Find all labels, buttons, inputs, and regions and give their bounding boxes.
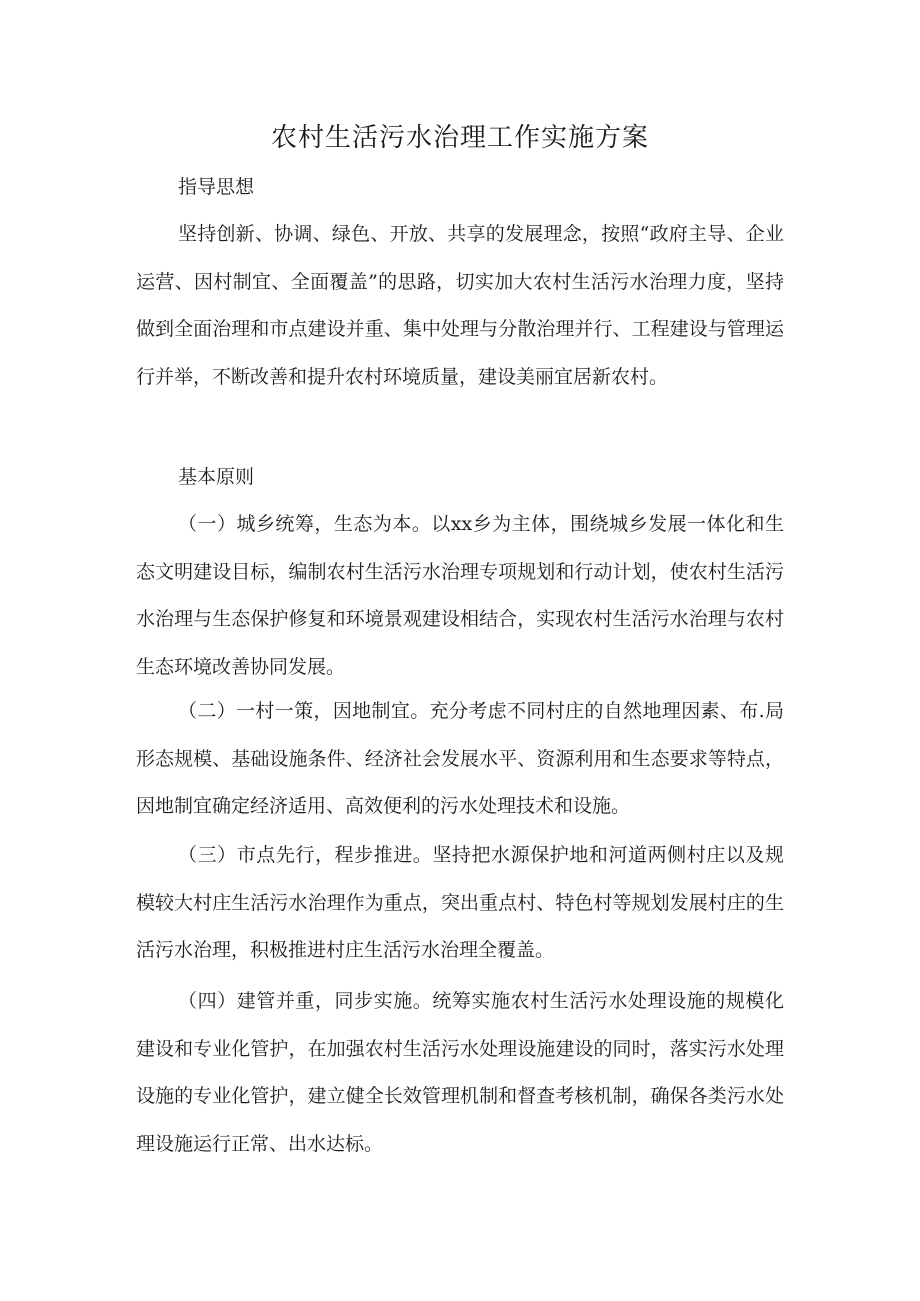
principle-paragraph-4: （四）建管并重，同步实施。统筹实施农村生活污水处理设施的规模化建设和专业化管护，在加强农村生活污水处理设施建设的同时，落实污水处理设施的专业化管护，建立健全长效管理机制和督查考核机制，确保各类污水处理设施运行正常、出水达标。 [136, 990, 784, 1155]
principle-paragraph-2: （二）一村一策，因地制宜。充分考虑不同村庄的自然地理因素、布.局形态规模、基础设施条件、经济社会发展水平、资源利用和生态要求等特点，因地制宜确定经济适用、高效便利的污水处理技术和设施。 [136, 700, 784, 817]
section-heading-principles: 基本原则 [178, 466, 255, 488]
principle-paragraph-1: （一）城乡统筹，生态为本。以xx乡为主体，围绕城乡发展一体化和生态文明建设目标，编制农村生活污水治理专项规划和行动计划，使农村生活污水治理与生态保护修复和环境景观建设相结合，实现农村生活污水治理与农村生态环境改善协同发展。 [136, 513, 784, 678]
principle-paragraph-3: （三）市点先行，程步推进。坚持把水源保护地和河道两侧村庄以及规模较大村庄生活污水治理作为重点，突出重点村、特色村等规划发展村庄的生活污水治理，积极推进村庄生活污水治理全覆盖。 [136, 844, 784, 961]
document-title: 农村生活污水治理工作实施方案 [270, 123, 649, 153]
section-heading-guiding: 指导思想 [178, 176, 255, 198]
paragraph-guiding: 坚持创新、协调、绿色、开放、共享的发展理念，按照“政府主导、企业运营、因村制宜、全面覆盖”的思路，切实加大农村生活污水治理力度，坚持做到全面治理和市点建设并重、集中处理与分散治理并行、工程建设与管理运行并举，不断改善和提升农村环境质量，建设美丽宜居新农村。 [136, 223, 784, 388]
